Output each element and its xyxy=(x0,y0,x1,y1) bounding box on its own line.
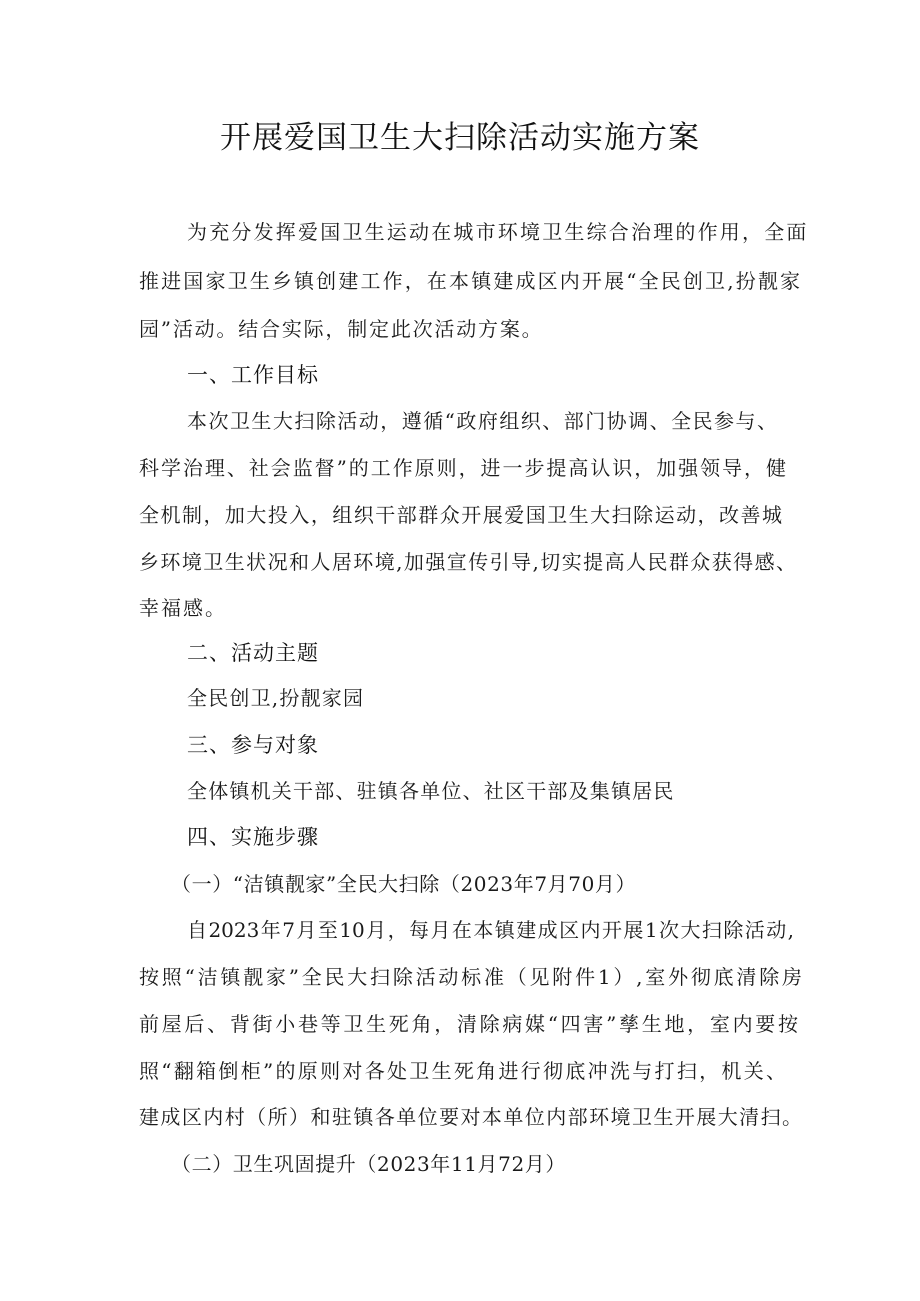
section-heading-participants: 三、参与对象 xyxy=(187,733,319,757)
intro-line-1: 为充分发挥爱国卫生运动在城市环境卫生综合治理的作用，全面 xyxy=(187,220,809,244)
goals-line-2: 科学治理、社会监督”的工作原则，进一步提高认识，加强领导，健 xyxy=(139,456,786,480)
goals-line-4: 乡环境卫生状况和人居环境,加强宣传引导,切实提高人民群众获得感、 xyxy=(139,550,796,574)
section-heading-theme: 二、活动主题 xyxy=(187,641,319,665)
step2-title: （二）卫生巩固提升（2023年11月72月） xyxy=(171,1152,566,1176)
step1-line-3: 前屋后、背街小巷等卫生死角，清除病媒“四害”孳生地，室内要按 xyxy=(139,1012,798,1036)
section-heading-goals: 一、工作目标 xyxy=(187,363,319,387)
goals-line-1: 本次卫生大扫除活动，遵循“政府组织、部门协调、全民参与、 xyxy=(187,409,777,433)
theme-text: 全民创卫,扮靓家园 xyxy=(187,686,365,710)
step1-line-5: 建成区内村（所）和驻镇各单位要对本单位内部环境卫生开展大清扫。 xyxy=(139,1105,802,1129)
intro-line-3: 园”活动。结合实际，制定此次活动方案。 xyxy=(139,317,544,341)
step1-line-1: 自2023年7月至10月，每月在本镇建成区内开展1次大扫除活动, xyxy=(187,918,794,942)
goals-line-5: 幸福感。 xyxy=(139,596,227,620)
step1-line-4: 照“翻箱倒柜”的原则对各处卫生死角进行彻底冲洗与打扫，机关、 xyxy=(139,1059,786,1083)
section-heading-steps: 四、实施步骤 xyxy=(187,825,319,849)
goals-line-3: 全机制，加大投入，组织干部群众开展爱国卫生大扫除运动，改善城 xyxy=(139,503,782,527)
step1-title: （一）“洁镇靓家”全民大扫除（2023年7月70月） xyxy=(171,872,637,896)
participants-text: 全体镇机关干部、驻镇各单位、社区干部及集镇居民 xyxy=(187,779,675,803)
document-title: 开展爱国卫生大扫除活动实施方案 xyxy=(220,120,700,156)
intro-line-2: 推进国家卫生乡镇创建工作，在本镇建成区内开展“全民创卫,扮靓家 xyxy=(139,269,800,293)
step1-line-2: 按照“洁镇靓家”全民大扫除活动标准（见附件1）,室外彻底清除房 xyxy=(139,965,802,989)
